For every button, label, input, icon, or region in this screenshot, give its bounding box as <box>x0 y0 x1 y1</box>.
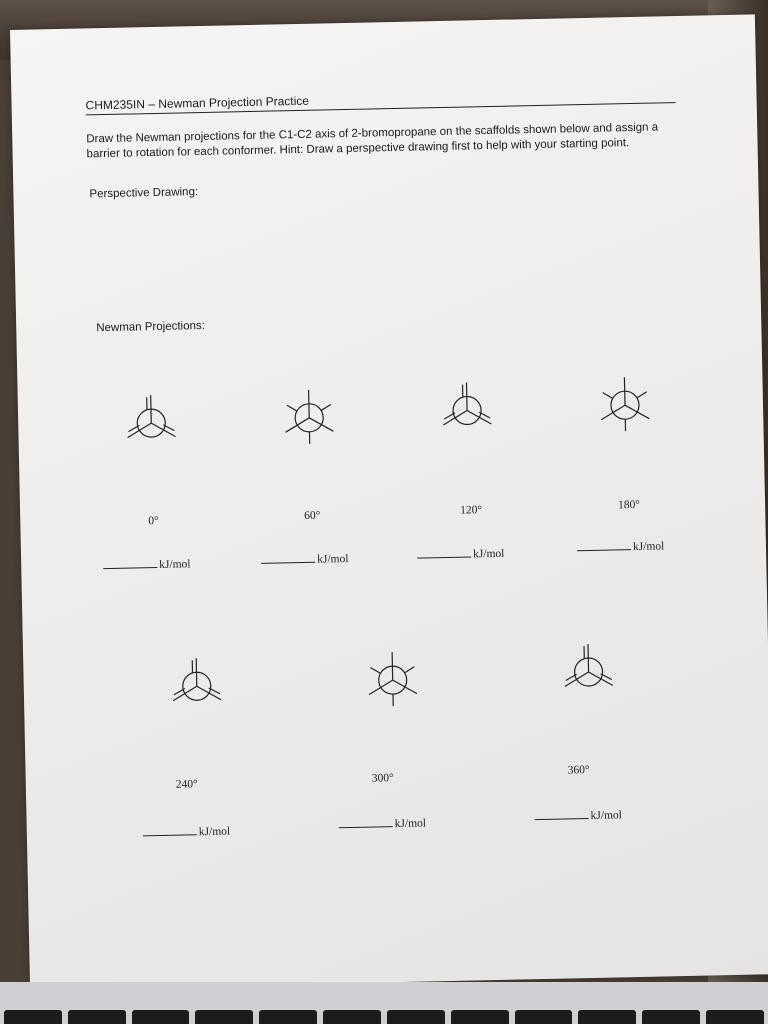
energy-unit: kJ/mol <box>159 558 191 571</box>
energy-blank[interactable] <box>534 808 588 820</box>
energy-unit: kJ/mol <box>198 825 231 839</box>
newman-scaffold-icon <box>589 366 660 437</box>
newman-scaffold-120[interactable] <box>431 372 502 443</box>
newman-scaffold-180[interactable] <box>589 366 660 437</box>
newman-scaffold-0[interactable] <box>115 384 186 455</box>
energy-unit: kJ/mol <box>590 809 623 823</box>
keyboard-key <box>706 1010 764 1024</box>
energy-field-0[interactable] <box>103 556 191 572</box>
keyboard-key <box>515 1010 573 1024</box>
angle-label-240: 240° <box>175 778 198 791</box>
energy-unit: kJ/mol <box>632 540 665 554</box>
newman-scaffold-icon <box>431 372 502 443</box>
energy-field-240[interactable] <box>143 824 231 840</box>
energy-blank[interactable] <box>417 546 471 558</box>
keyboard-key <box>387 1010 445 1024</box>
newman-scaffold-60[interactable] <box>273 379 344 450</box>
angle-label-0: 0° <box>148 514 159 528</box>
keyboard-key <box>68 1010 126 1024</box>
keyboard-key <box>323 1010 381 1024</box>
worksheet-title: CHM235IN – Newman Projection Practice <box>85 86 675 115</box>
energy-blank[interactable] <box>339 816 393 828</box>
keyboard-key <box>642 1010 700 1024</box>
newman-scaffold-icon <box>553 633 624 704</box>
angle-label-120: 120° <box>460 504 483 517</box>
energy-field-60[interactable] <box>261 551 349 567</box>
newman-scaffold-240[interactable] <box>161 648 232 719</box>
energy-blank[interactable] <box>103 557 157 569</box>
perspective-drawing-label: Perspective Drawing: <box>89 186 199 201</box>
energy-blank[interactable] <box>577 539 631 551</box>
energy-unit: kJ/mol <box>317 553 349 566</box>
energy-field-360[interactable] <box>534 807 622 823</box>
keyboard-key <box>259 1010 317 1024</box>
energy-blank[interactable] <box>261 552 315 564</box>
keyboard-key <box>451 1010 509 1024</box>
newman-scaffold-360[interactable] <box>553 633 624 704</box>
angle-label-180: 180° <box>617 498 641 512</box>
keyboard-key <box>132 1010 190 1024</box>
worksheet-paper <box>10 14 768 989</box>
energy-field-180[interactable] <box>577 538 665 554</box>
instructions-text: Draw the Newman projections for the C1-C2 axis of 2-bromopropane on the scaffolds shown below and assign a barrier to rotation for each conformer. Hint: Draw a perspective drawing first to help with your starting point. <box>86 121 659 161</box>
keyboard-key-row <box>0 1010 768 1024</box>
newman-scaffold-icon <box>273 379 344 450</box>
energy-field-120[interactable] <box>417 546 505 562</box>
energy-field-300[interactable] <box>339 815 427 831</box>
angle-label-360: 360° <box>567 764 590 777</box>
energy-unit: kJ/mol <box>472 547 505 561</box>
angle-label-60: 60° <box>304 509 321 522</box>
newman-scaffold-300[interactable] <box>357 641 428 712</box>
energy-blank[interactable] <box>143 824 197 836</box>
keyboard-key <box>195 1010 253 1024</box>
keyboard-key <box>4 1010 62 1024</box>
keyboard-key <box>578 1010 636 1024</box>
laptop-keyboard-edge <box>0 982 768 1024</box>
newman-projections-label: Newman Projections: <box>96 319 206 335</box>
angle-label-300: 300° <box>371 772 394 785</box>
newman-scaffold-icon <box>161 648 232 719</box>
energy-unit: kJ/mol <box>394 817 427 831</box>
newman-scaffold-icon <box>357 641 428 712</box>
newman-scaffold-icon <box>115 384 186 455</box>
